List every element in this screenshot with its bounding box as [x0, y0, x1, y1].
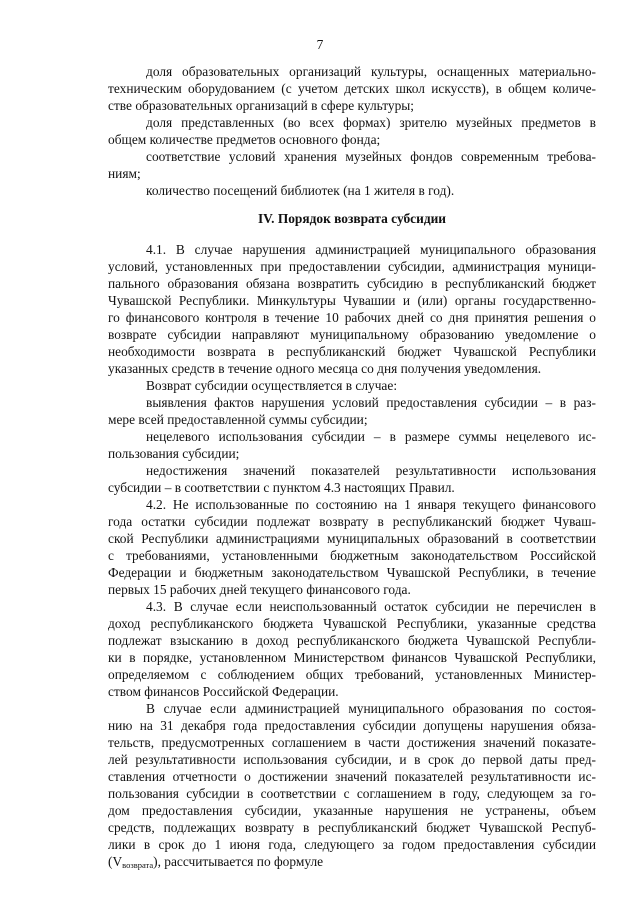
text-line: тельств, предусмотренных соглашением в части достижения значений показате-	[108, 735, 596, 750]
text-line: 4.1. В случае нарушения администрацией муниципального образования	[146, 242, 596, 257]
text-line: подлежат взысканию в доход республиканского бюджета Чувашской Республи-	[108, 633, 596, 648]
text-line: В случае если администрацией муниципального образования по состоя-	[146, 701, 596, 716]
text-line: доля представленных (во всех формах) зрителю музейных предметов в	[146, 115, 596, 130]
formula-line	[108, 853, 596, 870]
text-line: выявления фактов нарушения условий предоставления субсидии – в раз-	[146, 395, 596, 410]
text-line: 4.2. Не использованные по состоянию на 1 января текущего финансового	[146, 497, 596, 512]
text-line: ниям;	[108, 166, 141, 181]
text-line: необходимости возврата в республиканский бюджет Чувашской Республики	[108, 344, 596, 359]
formula-suffix: ), рассчитывается по формуле	[153, 854, 324, 869]
text-line: пользования субсидии в соответствии с соглашением в году, следующем за го-	[108, 786, 596, 801]
formula-prefix: (V	[108, 854, 123, 869]
text-line: дом предоставления субсидии, указанные нарушения не устранены, объем	[108, 803, 596, 818]
text-line: субсидии – в соответствии с пунктом 4.3 настоящих Правил.	[108, 480, 455, 495]
text-line: пользования субсидии;	[108, 446, 240, 461]
text-line: недостижения значений показателей результативности использования	[146, 463, 596, 478]
text-line: нию на 31 декабря года предоставления субсидии допущены нарушения обяза-	[108, 718, 596, 733]
text-line: года остатки субсидии подлежат возврату в республиканский бюджет Чуваш-	[108, 514, 596, 529]
text-line: условий, установленных при предоставлении субсидии, администрация муници-	[108, 259, 596, 274]
text-line: 4.3. В случае если неиспользованный остаток субсидии не перечислен в	[146, 599, 596, 614]
text-line: го финансового контроля в течение 10 рабочих дней со дня принятия решения о	[108, 310, 596, 325]
text-line: доля образовательных организаций культуры, оснащенных материально-	[146, 64, 596, 79]
text-line: соответствие условий хранения музейных фондов современным требова-	[146, 149, 596, 164]
text-line: ством финансов Российской Федерации.	[108, 684, 339, 699]
text-line: Чувашской Республики. Минкультуры Чувашии и (или) органы государственно-	[108, 293, 596, 308]
text-line: возврате субсидии направляют муниципальному образованию уведомление о	[108, 327, 596, 342]
text-line: стве образовательных организаций в сфере культуры;	[108, 98, 415, 113]
text-line: количество посещений библиотек (на 1 жителя в год).	[146, 183, 455, 198]
text-line: средств, подлежащих возврату в республиканский бюджет Чувашской Респуб-	[108, 820, 596, 835]
text-line: пального образования обязана возвратить субсидию в республиканский бюджет	[108, 276, 596, 291]
text-line: первых 15 рабочих дней текущего финансового года.	[108, 582, 411, 597]
text-line: нецелевого использования субсидии – в размере суммы нецелевого ис-	[146, 429, 596, 444]
text-line: Возврат субсидии осуществляется в случае:	[146, 378, 398, 393]
text-line: Федерации и бюджетным законодательством Чувашской Республики, в течение	[108, 565, 596, 580]
section-heading: IV. Порядок возврата субсидии	[257, 211, 447, 226]
formula-subscript: возврата	[122, 860, 154, 870]
text-line: с требованиями, установленными бюджетным законодательством Российской	[108, 548, 596, 563]
text-line: общем количестве предметов основного фонда;	[108, 132, 381, 147]
text-line: техническим оборудованием (с учетом детских школ искусств), в общем количе-	[108, 81, 596, 96]
text-line: ки в порядке, установленном Министерством финансов Чувашской Республики,	[108, 650, 596, 665]
text-line: определяемом с соблюдением общих требований, установленных Министер-	[108, 667, 596, 682]
text-line: ской Республики администрациями муниципальных образований в соответствии	[108, 531, 596, 546]
text-line: лики в срок до 1 июня года, следующего за годом предоставления субсидии	[108, 837, 596, 852]
page-number: 7	[316, 37, 324, 52]
text-line: ставления отчетности о достижении значений показателей результативности ис-	[108, 769, 596, 784]
text-line: указанных средств в течение одного месяца со дня получения уведомления.	[108, 361, 542, 376]
text-line: лей результативности использования субсидии, и в срок до первой даты пред-	[108, 752, 596, 767]
text-line: мере всей предоставленной суммы субсидии;	[108, 412, 368, 427]
text-line: доход республиканского бюджета Чувашской Республики, указанные средства	[108, 616, 596, 631]
